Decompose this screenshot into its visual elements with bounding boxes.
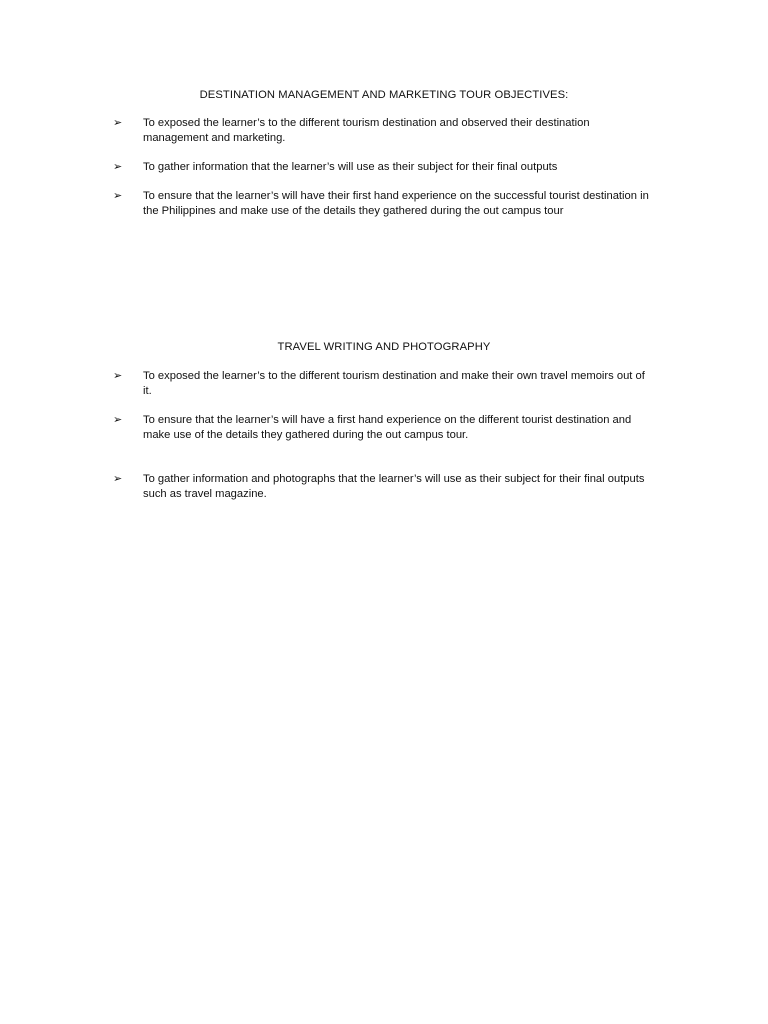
- section-heading: TRAVEL WRITING AND PHOTOGRAPHY: [277, 341, 491, 353]
- list-item: [0, 369, 655, 399]
- arrow-bullet-icon: ➢: [113, 473, 123, 485]
- arrow-bullet-icon: ➢: [113, 370, 123, 382]
- list-item-text: To exposed the learner’s to the different tourism destination and make their own travel memoirs out of it.: [143, 370, 645, 397]
- arrow-bullet-icon: ➢: [113, 117, 123, 129]
- objectives-list: [0, 369, 768, 502]
- objectives-list: [0, 116, 768, 219]
- section-travel-writing: [0, 340, 768, 502]
- list-item-text: To exposed the learner’s to the different tourism destination and observed their destination management and marketing.: [143, 117, 590, 144]
- section-destination-management: [0, 88, 768, 219]
- list-item: [0, 413, 655, 443]
- list-item: [0, 472, 655, 502]
- section-heading: DESTINATION MANAGEMENT AND MARKETING TOUR OBJECTIVES:: [199, 89, 569, 101]
- list-item: [0, 189, 655, 219]
- list-item: [0, 160, 655, 175]
- arrow-bullet-icon: ➢: [113, 190, 123, 202]
- list-item-text: To ensure that the learner’s will have a first hand experience on the different tourist destination and make use of the details they gathered during the out campus tour.: [143, 414, 632, 441]
- arrow-bullet-icon: ➢: [113, 414, 123, 426]
- list-item: [0, 116, 655, 146]
- list-item-text: To gather information and photographs that the learner’s will use as their subject for their final outputs such as travel magazine.: [143, 473, 645, 500]
- list-item-text: To ensure that the learner’s will have their first hand experience on the successful tourist destination in the Philippines and make use of the details they gathered during the out campus tour: [143, 190, 649, 217]
- list-item-text: To gather information that the learner’s will use as their subject for their final outputs: [143, 161, 558, 173]
- arrow-bullet-icon: ➢: [113, 161, 123, 173]
